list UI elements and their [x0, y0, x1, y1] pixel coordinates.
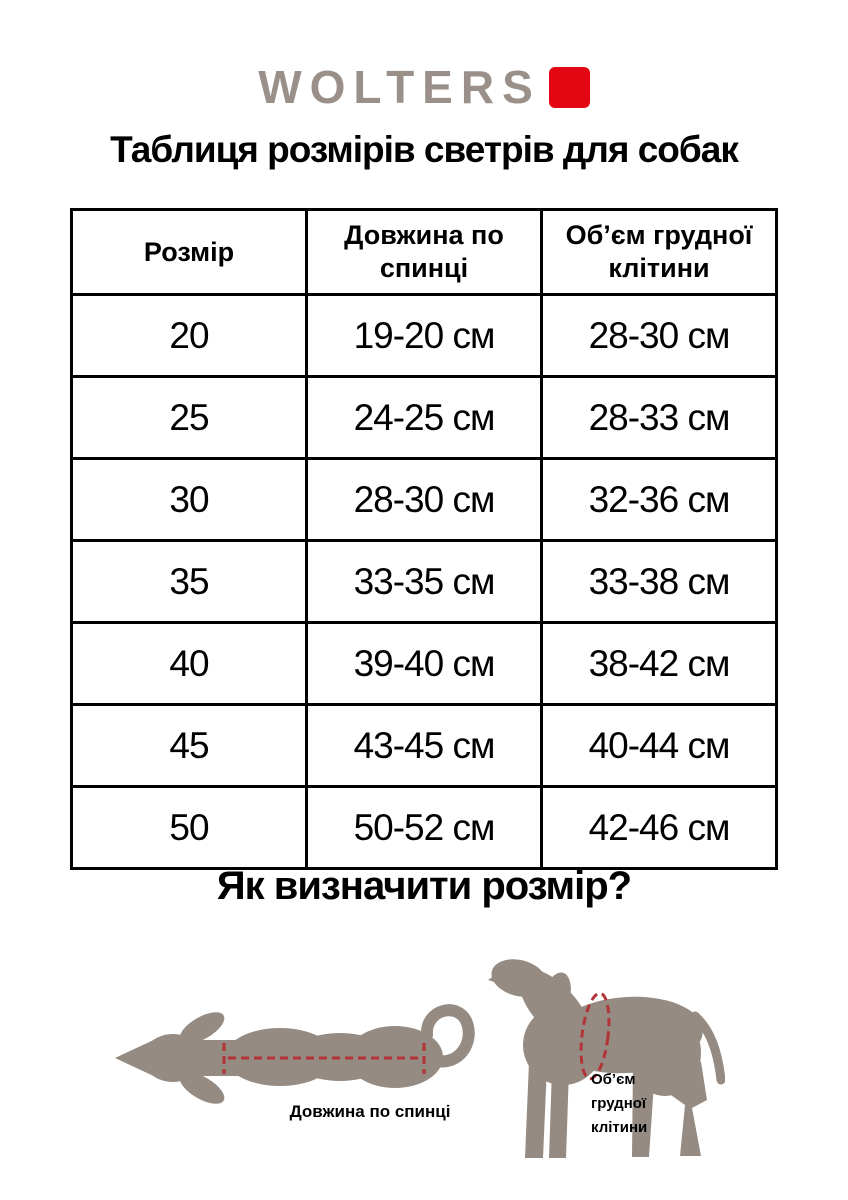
table-cell: 50: [72, 787, 307, 869]
table-cell: 33-38 см: [542, 541, 777, 623]
table-cell: 40: [72, 623, 307, 705]
dog-top-view-icon: [105, 995, 475, 1110]
table-row: [72, 623, 777, 705]
table-row: [72, 787, 777, 869]
table-cell: 40-44 см: [542, 705, 777, 787]
table-cell: 42-46 см: [542, 787, 777, 869]
size-table-body: [72, 295, 777, 869]
brand-logo: [0, 61, 848, 113]
table-cell: 19-20 см: [307, 295, 542, 377]
header-back-length: Довжина по спинці: [307, 210, 542, 295]
how-to-heading: Як визначити розмір?: [216, 864, 632, 908]
table-cell: 28-33 см: [542, 377, 777, 459]
table-header-row: [72, 210, 777, 295]
brand-logo-text: WOLTERS: [258, 61, 541, 113]
table-cell: 38-42 см: [542, 623, 777, 705]
table-cell: 20: [72, 295, 307, 377]
table-row: [72, 377, 777, 459]
table-cell: 24-25 см: [307, 377, 542, 459]
back-length-label: Довжина по спинці: [289, 1102, 451, 1121]
table-cell: 25: [72, 377, 307, 459]
header-chest-girth: Об’єм грудної клітини: [542, 210, 777, 295]
table-row: [72, 705, 777, 787]
table-cell: 28-30 см: [542, 295, 777, 377]
table-cell: 28-30 см: [307, 459, 542, 541]
table-cell: 35: [72, 541, 307, 623]
size-table: [70, 208, 778, 870]
page-title: Таблиця розмірів светрів для собак: [110, 129, 738, 170]
table-row: [72, 541, 777, 623]
table-cell: 45: [72, 705, 307, 787]
table-cell: 50-52 см: [307, 787, 542, 869]
table-row: [72, 295, 777, 377]
table-row: [72, 459, 777, 541]
table-cell: 43-45 см: [307, 705, 542, 787]
dog-top-view-silhouette: [115, 1006, 443, 1110]
measurement-diagram: [0, 930, 848, 1180]
table-cell: 39-40 см: [307, 623, 542, 705]
table-cell: 30: [72, 459, 307, 541]
brand-red-square-icon: [549, 67, 590, 108]
table-cell: 32-36 см: [542, 459, 777, 541]
header-size: Розмір: [72, 210, 307, 295]
table-cell: 33-35 см: [307, 541, 542, 623]
chest-girth-label: Об’єм грудної клітини: [591, 1071, 648, 1136]
